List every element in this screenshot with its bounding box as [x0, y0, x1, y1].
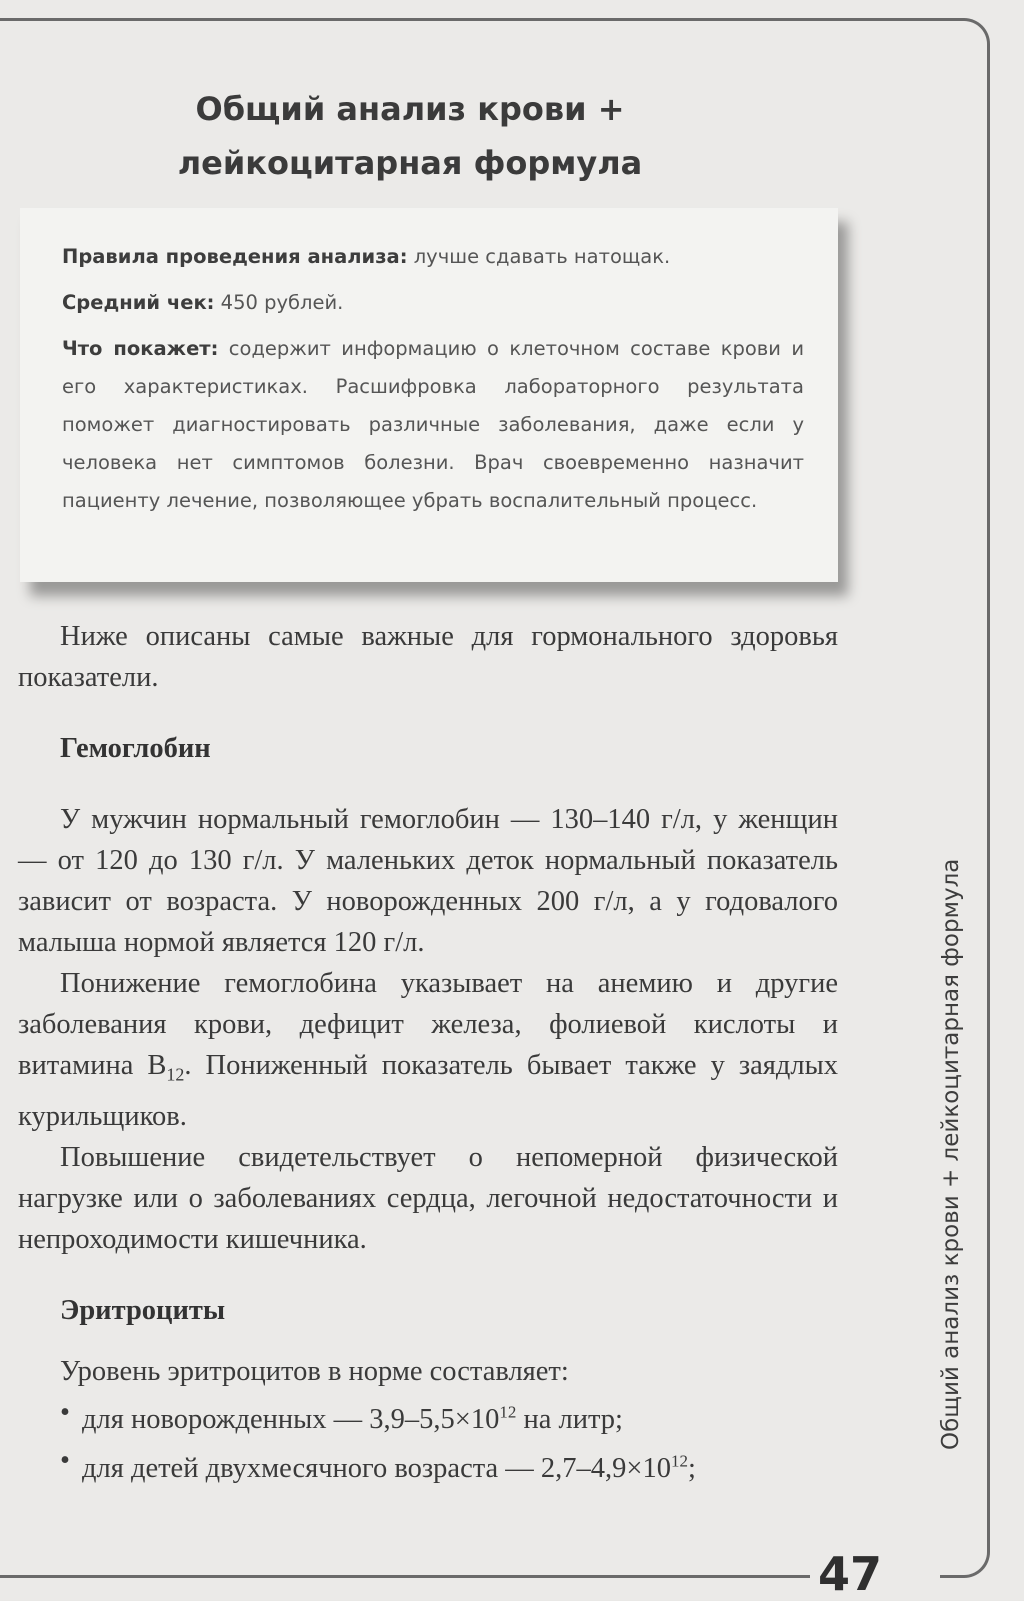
list-item-text: для детей двухмесячного возраста — 2,7–4,9×10	[82, 1452, 672, 1484]
hemoglobin-paragraph-2	[18, 963, 838, 1137]
rules-label: Правила проведения анализа:	[62, 245, 408, 268]
hemoglobin-heading: Гемоглобин	[60, 733, 211, 764]
title-line-1: Общий анализ крови +	[195, 90, 625, 128]
list-item-tail: ;	[688, 1452, 696, 1484]
page-title	[160, 82, 660, 190]
rules-row	[62, 238, 804, 276]
list-item-exponent: 12	[671, 1451, 689, 1471]
list-item: • для детей двухмесячного возраста — $2,7-4,9\times 10^{12}$;	[60, 1445, 696, 1484]
shows-label: Что покажет:	[62, 337, 219, 360]
price-row	[62, 284, 804, 322]
hemoglobin-paragraph-1: У мужчин нормальный гемоглобин — 130–140 г/л, у женщин — от 120 до 130 г/л. У маленьких деток нормальный показатель зависит от возраста. У новорожденных 200 г/л, а у годовалого малыша нормой является 120 г/л.	[18, 804, 838, 958]
hemoglobin-p2-start: Понижение гемоглобина указывает на анемию и другие заболевания крови, дефицит железа, фолиевой кислоты и витамина B	[18, 968, 838, 1081]
price-text: 450 рублей.	[214, 291, 344, 314]
list-item: • для новорожденных — $3,9-5,5\times 10^{12}$ на литр;	[60, 1396, 623, 1436]
erythrocytes-intro: Уровень эритроцитов в норме составляет:	[60, 1355, 569, 1387]
list-item-exponent: 12	[499, 1402, 517, 1422]
page-number: 47	[810, 1548, 890, 1600]
hemoglobin-p2-end: . Пониженный показатель бывает также у заядлых курильщиков.	[18, 1050, 838, 1132]
hemoglobin-paragraph-3: Повышение свидетельствует о непомерной физической нагрузке или о заболеваниях сердца, легочной недостаточности и непроходимости кишечника.	[18, 1141, 838, 1255]
list-item-text: для новорожденных — 3,9–5,5×10	[82, 1404, 500, 1436]
price-label: Средний чек:	[62, 291, 215, 314]
intro-paragraph: Ниже описаны самые важные для гормонального здоровья показатели.	[18, 621, 838, 693]
running-header-vertical: Общий анализ крови + лейкоцитарная формула	[938, 849, 964, 1460]
b12-subscript: 12	[166, 1064, 185, 1085]
list-item-tail: на литр;	[516, 1404, 623, 1436]
title-line-2: лейкоцитарная формула	[177, 144, 643, 182]
rules-text: лучше сдавать натощак.	[407, 245, 671, 268]
erythrocytes-norm-list	[18, 1392, 838, 1489]
info-box	[20, 208, 838, 582]
shows-text: содержит информацию о клеточном составе крови и его характеристиках. Расшифровка лабораторного результата поможет диагностировать различные заболевания, даже если у человека нет симптомов болезни. Врач своевременно назначит пациенту лечение, позволяющее убрать воспалительный процесс.	[62, 337, 804, 512]
erythrocytes-heading: Эритроциты	[60, 1294, 226, 1326]
body-text	[18, 616, 838, 1489]
shows-row	[62, 330, 804, 520]
